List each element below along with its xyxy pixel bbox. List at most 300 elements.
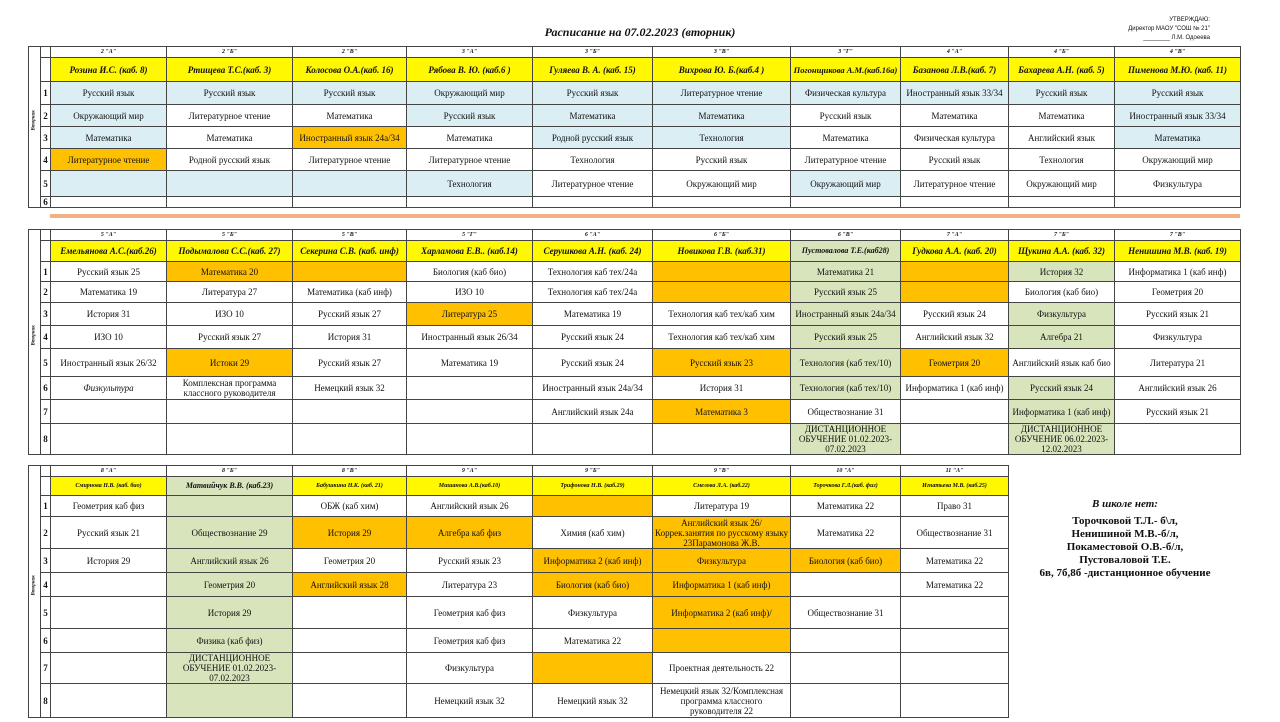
lesson-cell: Физкультура [51,377,167,400]
lesson-cell: Немецкий язык 32 [533,684,653,718]
class-header: 3 "Б" [533,47,653,58]
lesson-cell: Физкультура [1009,303,1115,326]
lesson-cell [51,684,167,718]
lesson-cell [293,171,407,197]
corner-cell [41,241,51,262]
class-header: 9 "Б" [533,466,653,477]
teacher-header: Ненишина М.В. (каб. 19) [1115,241,1241,262]
lesson-cell: Литературное чтение [167,105,293,127]
lesson-row [29,517,1009,549]
lesson-cell: Русский язык 23 [653,349,791,377]
lesson-number: 5 [41,597,51,629]
lesson-cell [653,629,791,653]
lesson-cell [1115,424,1241,455]
lesson-cell: Информатика 2 (каб инф)/ [653,597,791,629]
lesson-cell [901,197,1009,208]
lesson-cell: Русский язык 24 [533,326,653,349]
day-label-text: Вторник [31,325,37,346]
lesson-cell: Геометрия 20 [1115,282,1241,303]
lesson-cell: ДИСТАНЦИОННОЕ ОБУЧЕНИЕ 01.02.2023-07.02.2023 [791,424,901,455]
teacher-header: Мишанова А.В.(каб.10) [407,477,533,496]
lesson-cell: Русский язык 23 [407,549,533,573]
teacher-header: Ртищева Т.С.(каб. 3) [167,58,293,82]
lesson-row [29,326,1241,349]
lesson-cell: Технология каб тех/24а [533,262,653,282]
lesson-row [29,197,1241,208]
lesson-cell: Окружающий мир [653,171,791,197]
lesson-cell: Физкультура [533,597,653,629]
lesson-cell: Алгебра каб физ [407,517,533,549]
lesson-cell: Немецкий язык 32 [407,684,533,718]
lesson-cell: Русский язык 27 [293,349,407,377]
lesson-cell [901,653,1009,684]
teacher-header: Новикова Г.В. (каб.31) [653,241,791,262]
day-label [29,230,41,455]
class-header: 10 "А" [791,466,901,477]
lesson-cell: Родной русский язык [533,127,653,149]
lesson-number: 4 [41,149,51,171]
lesson-cell [407,400,533,424]
lesson-number: 5 [41,171,51,197]
teacher-header: Базанова Л.В.(каб. 7) [901,58,1009,82]
lesson-cell: Иностранный язык 24а/34 [293,127,407,149]
class-header: 4 "В" [1115,47,1241,58]
lesson-cell: Математика 22 [791,517,901,549]
lesson-cell [293,262,407,282]
lesson-cell: Технология каб тех/каб хим [653,303,791,326]
lesson-cell [407,197,533,208]
lesson-cell: Русский язык 24 [901,303,1009,326]
lesson-cell: Русский язык [293,82,407,105]
lesson-cell: Иностранный язык 26/34 [407,326,533,349]
teacher-header: Смирнова Н.В. (каб. био) [51,477,167,496]
lesson-cell [167,197,293,208]
schedule-block-primary [28,46,1241,208]
lesson-cell [167,424,293,455]
absent-line: Ненишиной М.В.-б/л, [1071,528,1179,540]
lesson-number: 2 [41,517,51,549]
lesson-cell: Литература 23 [407,573,533,597]
lesson-cell: Иностранный язык 24а/34 [533,377,653,400]
lesson-number: 8 [41,424,51,455]
schedule-table [28,465,1009,718]
teacher-header: Харламова Е.В.. (каб.14) [407,241,533,262]
lesson-cell: Родной русский язык [167,149,293,171]
absent-line: 6в, 7б,8б -дистанционное обучение [1039,567,1211,579]
absent-heading: В школе нет: [1092,498,1158,510]
absent-line: Покаместовой О.В.-б/л, [1066,541,1184,553]
approval-line: УТВЕРЖДАЮ: [1169,17,1210,23]
lesson-cell: Литературное чтение [901,171,1009,197]
lesson-cell: Русский язык 27 [293,303,407,326]
lesson-cell: Физкультура [407,653,533,684]
lesson-cell: Литературное чтение [791,149,901,171]
lesson-cell: Математика 21 [791,262,901,282]
schedule-block-senior [28,465,1009,718]
lesson-cell [293,597,407,629]
lesson-cell [1009,197,1115,208]
lesson-cell: Технология [407,171,533,197]
lesson-row [29,684,1009,718]
lesson-cell [901,400,1009,424]
lesson-cell [901,597,1009,629]
lesson-cell: Физкультура [653,549,791,573]
class-header: 4 "А" [901,47,1009,58]
lesson-cell: Математика 22 [533,629,653,653]
lesson-cell [293,424,407,455]
teacher-header: Рябова В. Ю. (каб.6 ) [407,58,533,82]
lesson-cell [407,424,533,455]
lesson-cell: Технология (каб тех/10) [791,377,901,400]
lesson-cell: Математика [653,105,791,127]
teacher-header: Пустовалова Т.Е.(каб28) [791,241,901,262]
lesson-cell [51,197,167,208]
lesson-cell: Английский язык [1009,127,1115,149]
lesson-row [29,377,1241,400]
lesson-cell: Физика (каб физ) [167,629,293,653]
lesson-cell: Информатика 1 (каб инф) [901,377,1009,400]
lesson-cell: Русский язык [51,82,167,105]
class-header: 8 "А" [51,466,167,477]
lesson-row [29,400,1241,424]
lesson-cell: Технология [1009,149,1115,171]
teacher-header: Секерина С.В. (каб. инф) [293,241,407,262]
lesson-cell [791,197,901,208]
lesson-cell: Русский язык 25 [791,282,901,303]
lesson-cell: Математика 19 [51,282,167,303]
lesson-cell: Окружающий мир [791,171,901,197]
lesson-cell [293,400,407,424]
lesson-cell: Иностранный язык 33/34 [901,82,1009,105]
lesson-cell: Русский язык [1115,82,1241,105]
lesson-cell: ОБЖ (каб хим) [293,496,407,517]
teacher-header: Игнатьева М.В. (каб.25) [901,477,1009,496]
lesson-cell [51,424,167,455]
lesson-cell: Русский язык 25 [51,262,167,282]
day-label-text: Вторник [31,110,37,131]
lesson-number: 6 [41,197,51,208]
teacher-header: Емельянова А.С.(каб.26) [51,241,167,262]
class-header: 7 "В" [1115,230,1241,241]
lesson-cell [293,653,407,684]
lesson-cell [167,400,293,424]
page-title: Расписание на 07.02.2023 (вторник) [544,25,736,39]
lesson-cell: Комплексная программа классного руководителя [167,377,293,400]
lesson-cell: Литература 21 [1115,349,1241,377]
lesson-cell: Иностранный язык 33/34 [1115,105,1241,127]
lesson-cell: Русский язык 25 [791,326,901,349]
lesson-number: 8 [41,684,51,718]
class-header: 7 "Б" [1009,230,1115,241]
class-header: 2 "А" [51,47,167,58]
lesson-cell [901,424,1009,455]
lesson-row [29,424,1241,455]
lesson-number: 4 [41,573,51,597]
lesson-cell [51,597,167,629]
teacher-header: Трифонова Н.В. (каб.29) [533,477,653,496]
lesson-cell: Математика [407,127,533,149]
lesson-number: 6 [41,377,51,400]
lesson-cell: Иностранный язык 26/32 [51,349,167,377]
teacher-header: Гудкова А.А. (каб. 20) [901,241,1009,262]
corner-cell [41,58,51,82]
lesson-row [29,653,1009,684]
class-header: 7 "А" [901,230,1009,241]
lesson-cell: Русский язык [533,82,653,105]
lesson-cell: Математика [533,105,653,127]
lesson-cell: Математика 19 [533,303,653,326]
lesson-cell: Информатика 1 (каб инф) [1009,400,1115,424]
lesson-cell: Русский язык [653,149,791,171]
lesson-cell: ДИСТАНЦИОННОЕ ОБУЧЕНИЕ 01.02.2023-07.02.2023 [167,653,293,684]
lesson-cell: Геометрия каб физ [407,629,533,653]
teacher-header: Колосова О.А.(каб. 16) [293,58,407,82]
lesson-number: 2 [41,105,51,127]
lesson-cell: Русский язык [1009,82,1115,105]
separator-bar [50,214,1240,218]
corner-cell [41,47,51,58]
lesson-cell: История 31 [653,377,791,400]
lesson-cell: История 29 [167,597,293,629]
teacher-header: Вихрова Ю. Б.(каб.4 ) [653,58,791,82]
lesson-cell: Математика [1115,127,1241,149]
lesson-cell: Литература 19 [653,496,791,517]
lesson-cell [653,282,791,303]
teacher-header: Серушкова А.Н. (каб. 24) [533,241,653,262]
lesson-cell [653,197,791,208]
lesson-cell [791,629,901,653]
lesson-cell: Литературное чтение [293,149,407,171]
lesson-cell: История 31 [51,303,167,326]
lesson-row [29,303,1241,326]
lesson-cell: Физкультура [1115,326,1241,349]
lesson-cell: Литературное чтение [653,82,791,105]
lesson-cell: ИЗО 10 [51,326,167,349]
lesson-row [29,105,1241,127]
lesson-cell: Русский язык 21 [51,517,167,549]
schedule-block-middle [28,229,1241,455]
lesson-cell [533,496,653,517]
lesson-cell: Обществознание 31 [791,400,901,424]
lesson-cell: Немецкий язык 32 [293,377,407,400]
lesson-cell [901,684,1009,718]
lesson-cell [791,684,901,718]
lesson-cell: Окружающий мир [407,82,533,105]
lesson-cell: Окружающий мир [1009,171,1115,197]
class-header: 3 "А" [407,47,533,58]
lesson-cell [791,573,901,597]
lesson-cell: ИЗО 10 [167,303,293,326]
lesson-cell: Окружающий мир [1115,149,1241,171]
lesson-cell: Математика 22 [901,573,1009,597]
lesson-cell: Английский язык 26 [407,496,533,517]
day-label [29,466,41,718]
lesson-cell: Русский язык [901,149,1009,171]
lesson-cell: Литературное чтение [51,149,167,171]
lesson-cell: Технология (каб тех/10) [791,349,901,377]
lesson-cell: Математика (каб инф) [293,282,407,303]
class-header: 6 "В" [791,230,901,241]
class-header: 9 "В" [653,466,791,477]
lesson-number: 7 [41,653,51,684]
lesson-cell: Английский язык 26 [167,549,293,573]
lesson-number: 1 [41,496,51,517]
lesson-number: 6 [41,629,51,653]
lesson-row [29,496,1009,517]
teacher-header: Погонщикова А.М.(каб.16а) [791,58,901,82]
class-header: 5 "Г" [407,230,533,241]
lesson-number: 2 [41,282,51,303]
lesson-cell: Информатика 2 (каб инф) [533,549,653,573]
lesson-cell [1115,197,1241,208]
class-header: 4 "Б" [1009,47,1115,58]
class-header: 3 "Г" [791,47,901,58]
lesson-cell: Русский язык 21 [1115,400,1241,424]
lesson-cell: Технология [653,127,791,149]
lesson-cell: Окружающий мир [51,105,167,127]
lesson-cell [653,262,791,282]
class-header: 3 "В" [653,47,791,58]
lesson-cell: Русский язык 24 [1009,377,1115,400]
lesson-cell: Алгебра 21 [1009,326,1115,349]
class-header: 11 "А" [901,466,1009,477]
absent-line: Пустоваловой Т.Е. [1079,554,1171,566]
lesson-cell: Истоки 29 [167,349,293,377]
lesson-cell: Обществознание 29 [167,517,293,549]
lesson-cell: Русский язык 21 [1115,303,1241,326]
teacher-header: Бабушкина Н.К. (каб. 21) [293,477,407,496]
lesson-cell: Обществознание 31 [901,517,1009,549]
lesson-cell [901,262,1009,282]
lesson-cell: Математика [167,127,293,149]
teacher-header: Подымалова С.С.(каб. 27) [167,241,293,262]
lesson-row [29,349,1241,377]
lesson-cell: Литературное чтение [533,171,653,197]
corner-cell [41,477,51,496]
lesson-cell: Геометрия 20 [167,573,293,597]
teacher-header: Бахарева А.Н. (каб. 5) [1009,58,1115,82]
lesson-cell: Математика 20 [167,262,293,282]
lesson-cell: Английский язык 28 [293,573,407,597]
lesson-cell: Иностранный язык 24а/34 [791,303,901,326]
corner-cell [41,466,51,477]
lesson-cell [167,171,293,197]
lesson-cell: История 32 [1009,262,1115,282]
lesson-row [29,629,1009,653]
lesson-cell: Математика 22 [791,496,901,517]
class-header: 8 "В" [293,466,407,477]
teacher-header: Пименова М.Ю. (каб. 11) [1115,58,1241,82]
lesson-cell [167,496,293,517]
day-label-text: Вторник [31,574,37,595]
lesson-cell: Информатика 1 (каб инф) [1115,262,1241,282]
lesson-cell [901,629,1009,653]
lesson-cell [51,653,167,684]
lesson-cell: Английский язык 26 [1115,377,1241,400]
lesson-cell [293,629,407,653]
teacher-header: Розина И.С. (каб. 8) [51,58,167,82]
lesson-cell: Информатика 1 (каб инф) [653,573,791,597]
lesson-number: 7 [41,400,51,424]
lesson-cell: История 29 [293,517,407,549]
teacher-header: Торочкова Г.Л.(каб. физ) [791,477,901,496]
lesson-cell: ДИСТАНЦИОННОЕ ОБУЧЕНИЕ 06.02.2023-12.02.2023 [1009,424,1115,455]
lesson-cell [653,424,791,455]
lesson-cell: Русский язык 27 [167,326,293,349]
class-header: 5 "В" [293,230,407,241]
lesson-cell: Физкультура [1115,171,1241,197]
lesson-row [29,597,1009,629]
lesson-cell: Русский язык [407,105,533,127]
lesson-cell: Физическая культура [901,127,1009,149]
lesson-row [29,82,1241,105]
lesson-cell [167,684,293,718]
lesson-cell: Математика [791,127,901,149]
corner-cell [41,230,51,241]
lesson-cell: Математика [293,105,407,127]
class-header: 2 "В" [293,47,407,58]
lesson-cell [901,282,1009,303]
lesson-number: 5 [41,349,51,377]
lesson-cell [51,629,167,653]
absent-teachers-note [1010,498,1240,580]
class-header: 6 "Б" [653,230,791,241]
lesson-cell [533,424,653,455]
lesson-row [29,282,1241,303]
lesson-cell: Математика [901,105,1009,127]
lesson-cell: Математика [51,127,167,149]
lesson-cell: Литература 25 [407,303,533,326]
lesson-cell: Проектная деятельность 22 [653,653,791,684]
lesson-cell [407,377,533,400]
lesson-row [29,549,1009,573]
lesson-cell: Математика 22 [901,549,1009,573]
absent-line: Торочковой Т.Л.- б\л, [1072,515,1178,527]
lesson-cell: Геометрия каб физ [407,597,533,629]
lesson-cell: Геометрия 20 [901,349,1009,377]
lesson-cell [51,573,167,597]
lesson-cell: Химия (каб хим) [533,517,653,549]
teacher-header: Матвийчук В.В. (каб.23) [167,477,293,496]
lesson-cell: Английский язык 26/ Коррек.занятия по русскому языку 23Парамонова Ж.В. [653,517,791,549]
lesson-cell: Английский язык каб био [1009,349,1115,377]
lesson-row [29,149,1241,171]
lesson-cell [293,684,407,718]
lesson-cell: История 31 [293,326,407,349]
lesson-number: 3 [41,549,51,573]
lesson-cell: Немецкий язык 32/Комплексная программа классного руководителя 22 [653,684,791,718]
lesson-cell: Литературное чтение [407,149,533,171]
approval-line: Директор МАОУ "СОШ № 21" [1128,26,1210,32]
lesson-cell [791,653,901,684]
approval-line: ________ Л.М. Одоеева [1143,35,1210,41]
lesson-cell [533,197,653,208]
lesson-row [29,573,1009,597]
schedule-table [28,229,1241,455]
lesson-cell: Математика 3 [653,400,791,424]
lesson-cell: Русский язык [791,105,901,127]
class-header: 2 "Б" [167,47,293,58]
lesson-cell: Обществознание 31 [791,597,901,629]
lesson-cell [51,400,167,424]
lesson-cell: Математика 19 [407,349,533,377]
lesson-cell: Биология (каб био) [1009,282,1115,303]
teacher-header: Щукина А.А. (каб. 32) [1009,241,1115,262]
lesson-cell: Английский язык 32 [901,326,1009,349]
lesson-cell: Технология [533,149,653,171]
day-label [29,47,41,208]
lesson-cell: Биология (каб био) [407,262,533,282]
